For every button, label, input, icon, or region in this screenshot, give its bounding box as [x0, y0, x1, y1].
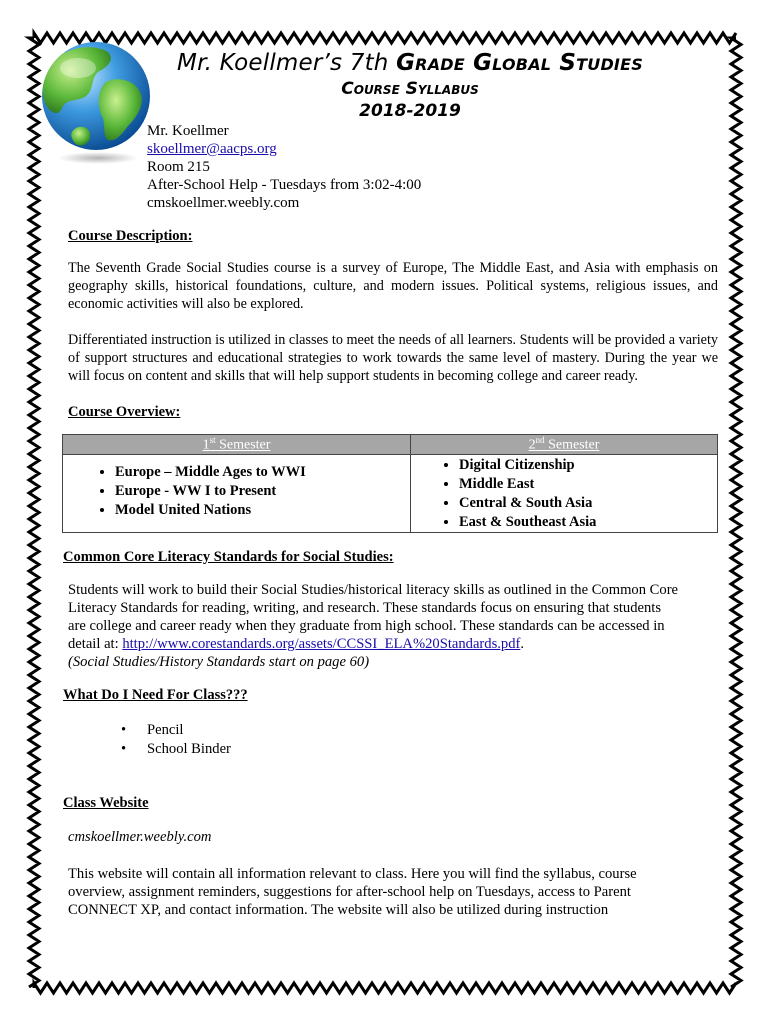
list-item: • School Binder: [121, 740, 231, 759]
semester-2-header: 2nd Semester: [411, 435, 718, 455]
standards-link[interactable]: http://www.corestandards.org/assets/CCSSI_ELA%20Standards.pdf: [122, 636, 521, 652]
teacher-name: Mr. Koellmer: [147, 123, 229, 139]
help-hours: After-School Help - Tuesdays from 3:02-4:00: [147, 177, 422, 193]
course-description-p1: The Seventh Grade Social Studies course is a survey of Europe, The Middle East, and Asia with emphasis on geography skills, historical foundations, culture, and modern issues. Political systems, religious issues, and economic activities will also be explored.: [68, 260, 718, 312]
list-item: • Digital Citizenship: [459, 456, 717, 475]
contact-block: [147, 122, 421, 212]
semester-1-topics: [63, 454, 411, 532]
contact-website: cmskoellmer.weebly.com: [147, 195, 300, 211]
course-overview-table: [62, 434, 718, 533]
zigzag-border-segment: [34, 983, 736, 993]
semester-1-header: 1st Semester: [63, 435, 411, 455]
list-item: • Europe – Middle Ages to WWI: [115, 463, 410, 482]
class-website-heading: Class Website: [63, 795, 149, 811]
supplies-list: [121, 721, 231, 759]
common-core-text: Students will work to build their Social Studies/historical literacy skills as outlined in the Common Core Literacy Standards for reading, writing, and research. These standards focus on ensuring that students are college and career ready when they graduate from high school. These standards can be accessed in detail at: http://www.corestandards.org/assets/CCSSI_ELA%20Standards.pdf. (Social Studies/History Standards start on page 60): [68, 581, 728, 671]
list-item: • Europe - WW I to Present: [115, 482, 410, 501]
page-subtitle: Course Syllabus: [341, 79, 479, 99]
school-year: 2018-2019: [359, 101, 461, 121]
list-item: • East & Southeast Asia: [459, 513, 717, 532]
semester-2-topics: [411, 454, 718, 532]
room-number: Room 215: [147, 159, 210, 175]
email-link[interactable]: skoellmer@aacps.org: [147, 141, 277, 157]
common-core-heading: Common Core Literacy Standards for Social Studies:: [63, 549, 394, 565]
list-item: • Pencil: [121, 721, 231, 740]
list-item: • Model United Nations: [115, 501, 410, 520]
list-item: • Middle East: [459, 475, 717, 494]
course-description-p2: Differentiated instruction is utilized in classes to meet the needs of all learners. Students will be provided a variety of support structures and educational strategies to work towards the same level of mastery. During the year we will focus on content and skills that will help support students in becoming college and career ready.: [68, 332, 718, 384]
page-title: Mr. Koellmer’s 7th Grade Global Studies: [177, 50, 643, 76]
course-overview-heading: Course Overview:: [68, 404, 181, 420]
course-description-heading: Course Description:: [68, 228, 193, 244]
zigzag-border-segment: [731, 38, 741, 987]
class-website-url: cmskoellmer.weebly.com: [68, 829, 212, 845]
standards-note: (Social Studies/History Standards start on page 60): [68, 654, 370, 670]
zigzag-border-segment: [29, 38, 39, 987]
supplies-heading: What Do I Need For Class???: [63, 687, 248, 703]
list-item: • Central & South Asia: [459, 494, 717, 513]
class-website-text: This website will contain all information relevant to class. Here you will find the syllabus, course overview, assignment reminders, suggestions for after-school help on Tuesdays, access to Parent CONNECT XP, and contact information. The website will also be utilized during instruction: [68, 866, 637, 918]
